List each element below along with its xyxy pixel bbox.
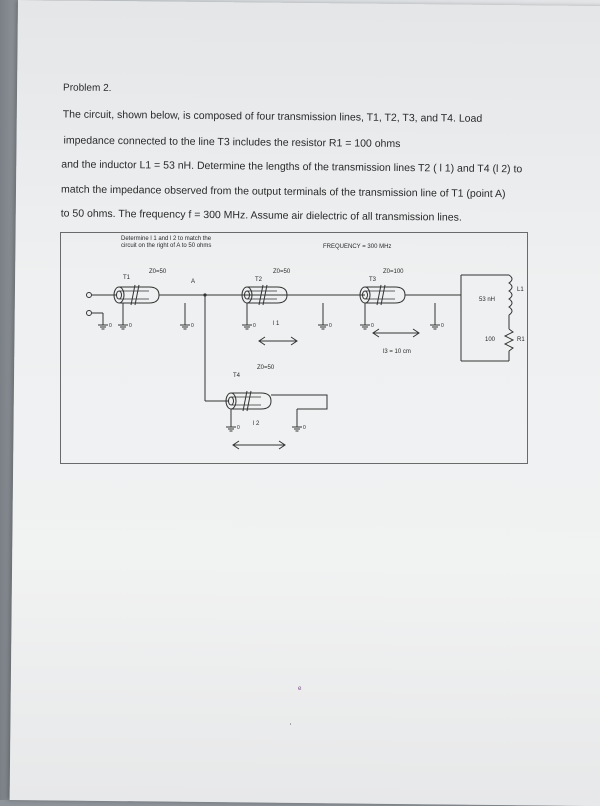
circuit-figure	[60, 232, 528, 464]
figure-note-line-2: circuit on the right of A to 50 ohms	[121, 243, 212, 249]
resistor-value: 100	[485, 337, 496, 343]
problem-line-2: impedance connected to the line T3 includes the resistor R1 = 100 ohms	[63, 134, 401, 151]
problem-line-1: The circuit, shown below, is composed of four transmission lines, T1, T2, T3, and T4. Load	[62, 108, 483, 125]
frequency-label: FREQUENCY = 300 MHz	[323, 244, 392, 250]
ground-label-1: 0	[109, 323, 112, 329]
problem-line-4: match the impedance observed from the output terminals of the transmission line of T1 (point A)	[60, 183, 506, 201]
l1-label: l 1	[273, 321, 280, 327]
l2-label: l 2	[253, 421, 260, 427]
problem-line-5: to 50 ohms. The frequency f = 300 MHz. Assume air dielectric of all transmission lines.	[60, 207, 462, 224]
inductor-value: 53 nH	[479, 297, 496, 303]
resistor-name: R1	[517, 337, 525, 343]
ground-label-6: 0	[371, 323, 374, 329]
t4-z0-label: Z0=50	[257, 365, 275, 371]
ground-label-8: 0	[237, 425, 240, 431]
circuit-schematic	[61, 233, 527, 463]
problem-line-3: and the inductor L1 = 53 nH. Determine the lengths of the transmission lines T2 ( l 1) and T4 (l 2) to	[61, 158, 523, 176]
problem-heading: Problem 2.	[63, 82, 112, 94]
t3-z0-label: Z0=100	[383, 269, 404, 275]
t1-z0-label: Z0=50	[149, 269, 167, 275]
t2-label: T2	[255, 277, 263, 283]
l3-label: l3 = 10 cm	[383, 349, 411, 355]
inductor-name: L1	[517, 287, 524, 293]
ground-label-4: 0	[253, 323, 256, 329]
ground-label-7: 0	[441, 323, 444, 329]
ground-label-3: 0	[191, 323, 194, 329]
pen-mark: ᵉ	[298, 684, 302, 694]
figure-note-line-1: Determine l 1 and l 2 to match the	[121, 236, 212, 242]
t2-z0-label: Z0=50	[273, 269, 291, 275]
ground-label-9: 0	[303, 425, 306, 431]
ground-label-2: 0	[129, 323, 132, 329]
t4-label: T4	[233, 373, 241, 379]
pen-mark-2: ʾ	[289, 722, 292, 732]
ground-label-5: 0	[329, 323, 332, 329]
t1-label: T1	[123, 275, 131, 281]
t3-label: T3	[369, 277, 377, 283]
node-a-label: A	[191, 279, 196, 285]
